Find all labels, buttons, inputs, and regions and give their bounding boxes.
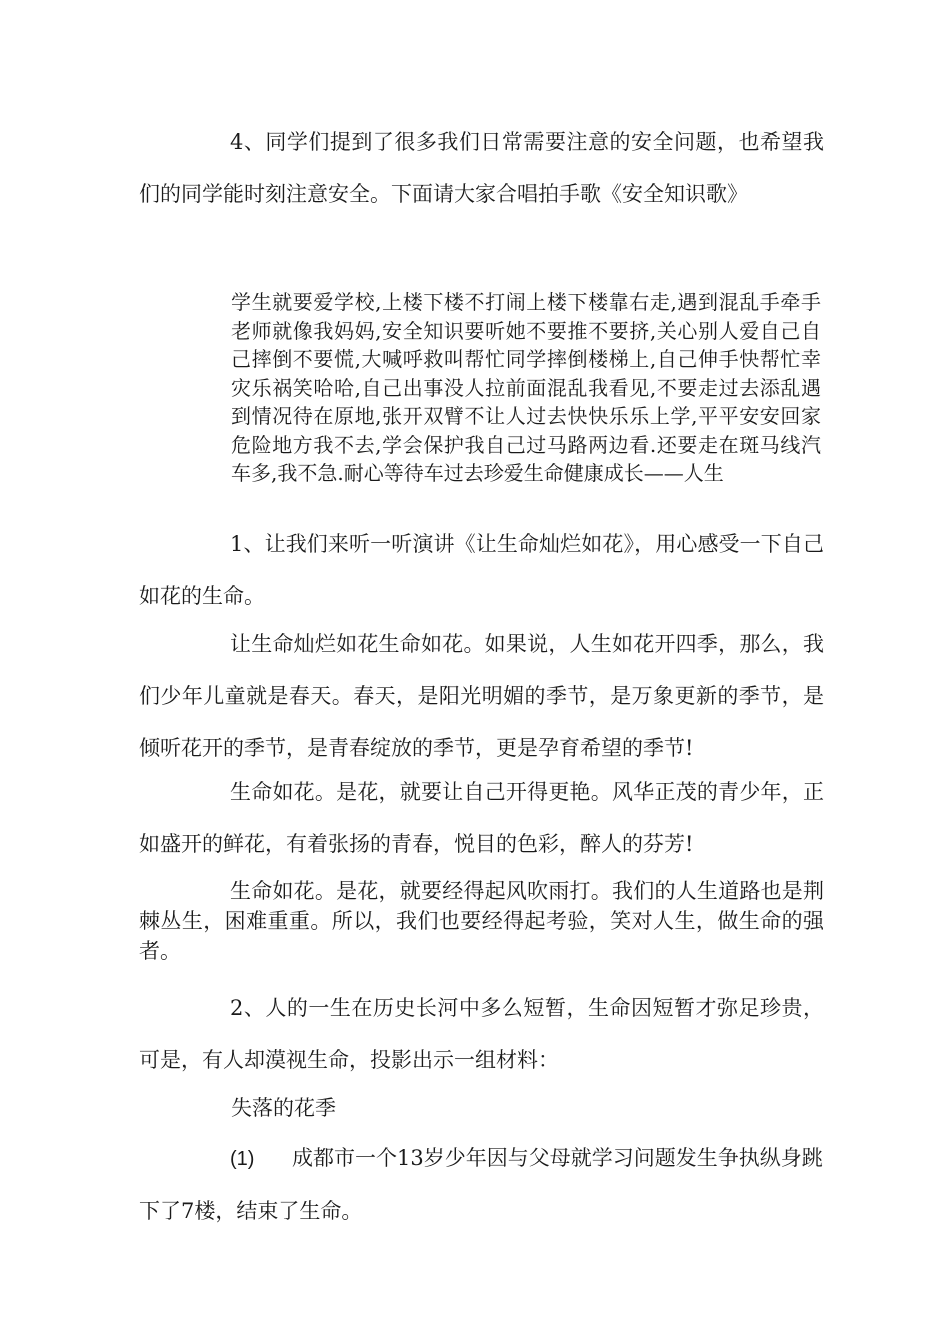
song-lyrics: 学生就要爱学校,上楼下楼不打闹上楼下楼靠右走,遇到混乱手牵手老师就像我妈妈,安全知识要听她不要推不要挤,关心别人爱自己自己摔倒不要慌,大喊呼救叫帮忙同学摔倒楼梯上,自己伸手快帮忙幸灾乐祸笑哈哈,自己出事没人拉前面混乱我看见,不要走过去添乱遇到情况待在原地,张开双臂不让人过去快快乐乐上学,平平安安回家危险地方我不去,学会保护我自己过马路两边看.还要走在斑马线汽车多,我不急.耐心等待车过去珍爱生命健康成长——人生 <box>231 290 821 485</box>
paragraph-short-life: 2、人的一生在历史长河中多么短暂，生命因短暂才弥足珍贵，可是，有人却漠视生命，投影出示一组材料： <box>139 996 824 1072</box>
list-item <box>139 1132 824 1237</box>
paragraph-flower-bloom: 生命如花。是花，就要让自己开得更艳。风华正茂的青少年，正如盛开的鲜花，有着张扬的青春，悦目的色彩，醉人的芬芳! <box>139 780 824 856</box>
paragraph-safety-song-intro: 4、同学们提到了很多我们日常需要注意的安全问题，也希望我们的同学能时刻注意安全。下面请大家合唱拍手歌《安全知识歌》 <box>139 130 824 206</box>
paragraph-life-like-flower: 让生命灿烂如花生命如花。如果说，人生如花开四季，那么，我们少年儿童就是春天。春天，是阳光明媚的季节，是万象更新的季节，是倾听花开的季节，是青春绽放的季节，更是孕育希望的季节! <box>139 632 824 760</box>
paragraph-withstand-storms: 生命如花。是花，就要经得起风吹雨打。我们的人生道路也是荆棘丛生，困难重重。所以，我们也要经得起考验，笑对人生，做生命的强者。 <box>139 879 824 963</box>
paragraph-speech-intro: 1、让我们来听一听演讲《让生命灿烂如花》，用心感受一下自己如花的生命。 <box>139 532 824 608</box>
section-heading-lost-season: 失落的花季 <box>231 1096 336 1120</box>
list-item-text: 成都市一个13岁少年因与父母就学习问题发生争执纵身跳下了7楼，结束了生命。 <box>139 1146 823 1223</box>
list-item-number: (1) <box>230 1148 255 1170</box>
